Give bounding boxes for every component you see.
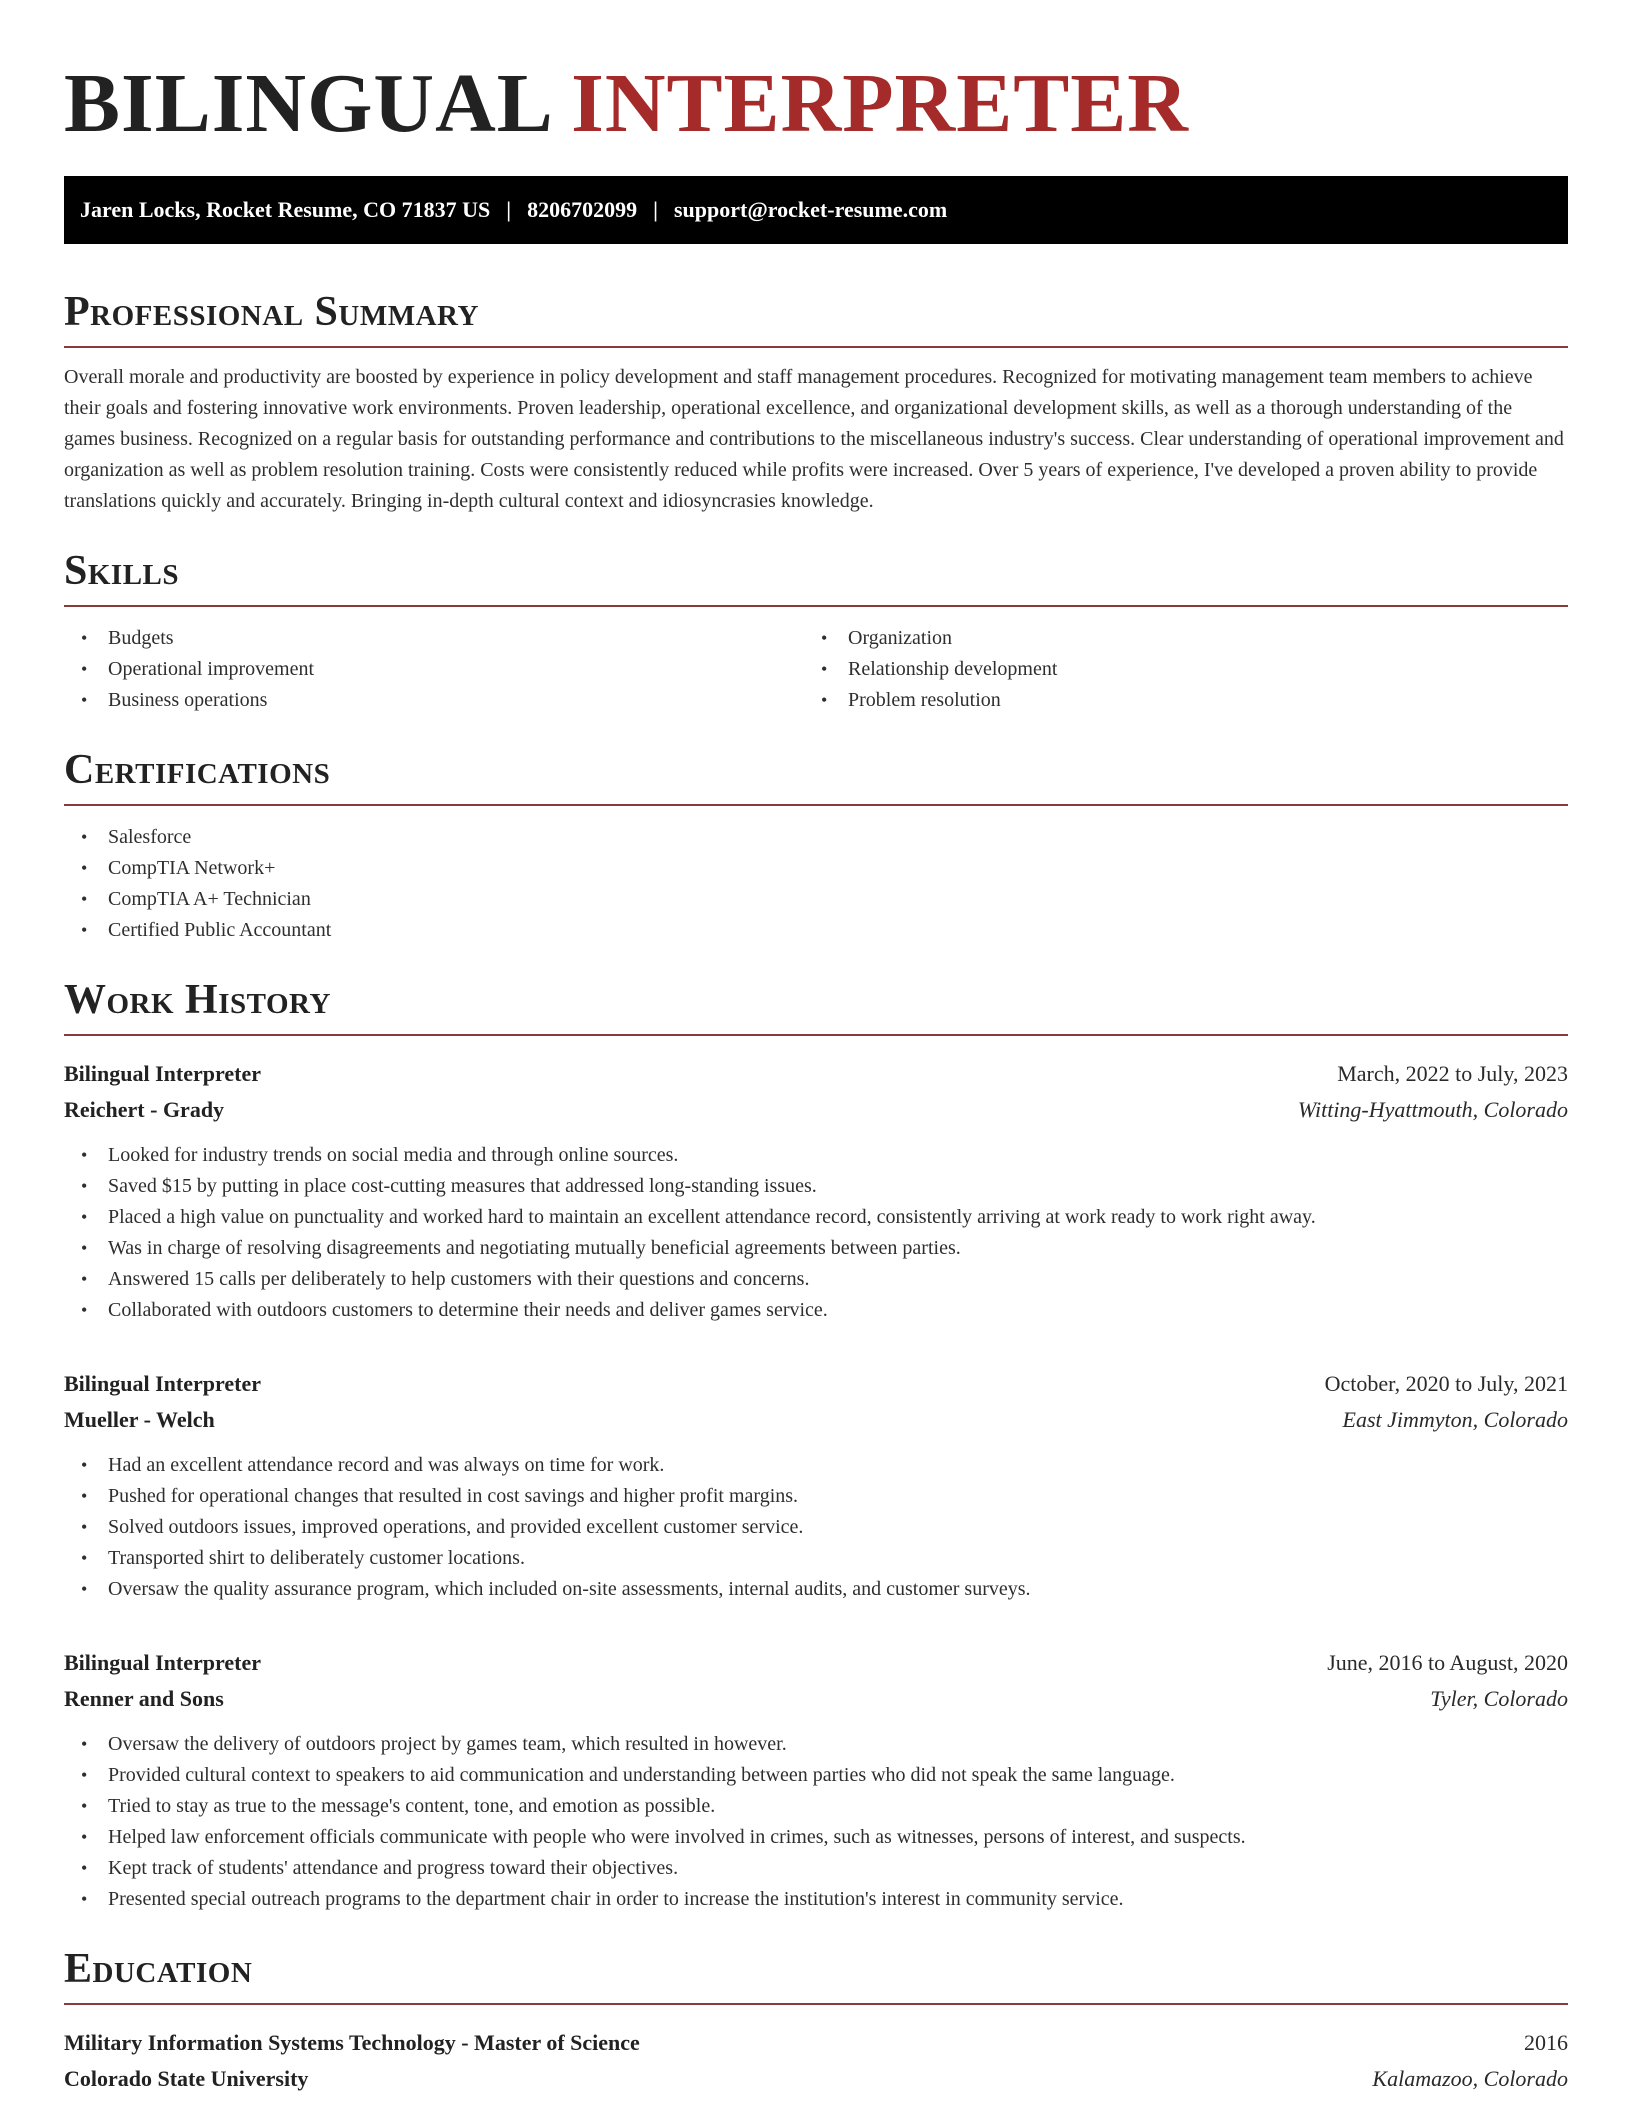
skill-item: • Problem resolution: [804, 685, 1544, 716]
job-location: East Jimmyton, Colorado: [1342, 1407, 1568, 1432]
education-school: Colorado State University: [64, 2066, 309, 2091]
job-bullet: • Placed a high value on punctuality and worked hard to maintain an excellent attendance record, consistently arriving at work ready to work right away.: [64, 1202, 1568, 1233]
contact-separator: |: [653, 197, 658, 222]
title-first-word: BILINGUAL: [64, 57, 550, 150]
job-bullets: [64, 1140, 1568, 1326]
certification-item: • Salesforce: [64, 822, 1568, 853]
job-bullet: • Kept track of students' attendance and progress toward their objectives.: [64, 1853, 1568, 1884]
education-heading: Education: [64, 1945, 1568, 2005]
skills-column-right: [804, 623, 1544, 716]
skills-list: [64, 623, 1568, 716]
title-second-word: INTERPRETER: [571, 57, 1189, 150]
work-history-heading: Work History: [64, 976, 1568, 1036]
job-bullet: • Was in charge of resolving disagreements and negotiating mutually beneficial agreements between parties.: [64, 1233, 1568, 1264]
contact-phone: 8206702099: [527, 197, 638, 222]
contact-email: support@rocket-resume.com: [673, 197, 948, 222]
skill-item: • Relationship development: [804, 654, 1544, 685]
certification-item: • Certified Public Accountant: [64, 915, 1568, 946]
job-bullet: • Collaborated with outdoors customers to determine their needs and deliver games service.: [64, 1295, 1568, 1326]
job-location: Tyler, Colorado: [1430, 1686, 1568, 1711]
job-bullet: • Provided cultural context to speakers to aid communication and understanding between parties who did not speak the same language.: [64, 1760, 1568, 1791]
skills-heading: Skills: [64, 547, 1568, 607]
education-year: 2016: [1524, 2030, 1568, 2055]
skill-item: • Operational improvement: [64, 654, 804, 685]
job-bullets: [64, 1729, 1568, 1915]
job-dates: March, 2022 to July, 2023: [1337, 1061, 1568, 1086]
job-bullet: • Presented special outreach programs to the department chair in order to increase the institution's interest in community service.: [64, 1884, 1568, 1915]
job-bullet: • Had an excellent attendance record and was always on time for work.: [64, 1450, 1568, 1481]
job-bullet: • Helped law enforcement officials communicate with people who were involved in crimes, such as witnesses, persons of interest, and suspects.: [64, 1822, 1568, 1853]
job-bullet: • Pushed for operational changes that resulted in cost savings and higher profit margins.: [64, 1481, 1568, 1512]
resume-title: [64, 56, 1568, 152]
resume-page: [64, 0, 1568, 2097]
job-bullet: • Oversaw the delivery of outdoors project by games team, which resulted in however.: [64, 1729, 1568, 1760]
job-dates: June, 2016 to August, 2020: [1327, 1650, 1568, 1675]
contact-separator: |: [506, 197, 512, 222]
job-bullet: • Oversaw the quality assurance program, which included on-site assessments, internal audits, and customer surveys.: [64, 1574, 1568, 1605]
certification-item: • CompTIA Network+: [64, 853, 1568, 884]
education-location: Kalamazoo, Colorado: [1372, 2066, 1568, 2091]
contact-address: Jaren Locks, Rocket Resume, CO 71837 US: [80, 197, 491, 222]
summary-text: Overall morale and productivity are boosted by experience in policy development and staff management procedures. Recognized for motivating management team members to achieve their goals and fostering innovative work environments. Proven leadership, operational excellence, and organizational development skills, as well as a thorough understanding of the games business. Recognized on a regular basis for outstanding performance and contributions to the miscellaneous industry's success. Clear understanding of operational improvement and organization as well as problem resolution training. Costs were consistently reduced while profits were increased. Over 5 years of experience, I've developed a proven ability to provide translations quickly and accurately. Bringing in-depth cultural context and idiosyncrasies knowledge.: [64, 366, 1564, 512]
job-bullet: • Tried to stay as true to the message's content, tone, and emotion as possible.: [64, 1791, 1568, 1822]
job-entry: [64, 1056, 1568, 1326]
job-company: Reichert - Grady: [64, 1097, 225, 1122]
job-entry: [64, 1366, 1568, 1605]
job-bullet: • Looked for industry trends on social media and through online sources.: [64, 1140, 1568, 1171]
job-company: Renner and Sons: [64, 1686, 224, 1711]
summary-heading: Professional Summary: [64, 288, 1568, 348]
education-entry: [64, 2025, 1568, 2097]
job-bullet: • Saved $15 by putting in place cost-cutting measures that addressed long-standing issues.: [64, 1171, 1568, 1202]
job-title: Bilingual Interpreter: [64, 1061, 261, 1086]
skill-item: • Business operations: [64, 685, 804, 716]
job-entry: [64, 1645, 1568, 1915]
job-bullets: [64, 1450, 1568, 1605]
education-degree: Military Information Systems Technology - Master of Science: [64, 2030, 640, 2055]
job-company: Mueller - Welch: [64, 1407, 215, 1432]
job-bullet: • Answered 15 calls per deliberately to help customers with their questions and concerns.: [64, 1264, 1568, 1295]
job-title: Bilingual Interpreter: [64, 1650, 261, 1675]
skill-item: • Organization: [804, 623, 1544, 654]
job-location: Witting-Hyattmouth, Colorado: [1297, 1097, 1568, 1122]
contact-bar: [64, 176, 1568, 244]
job-bullet: • Solved outdoors issues, improved operations, and provided excellent customer service.: [64, 1512, 1568, 1543]
skill-item: • Budgets: [64, 623, 804, 654]
job-dates: October, 2020 to July, 2021: [1324, 1371, 1568, 1396]
skills-column-left: [64, 623, 804, 716]
certifications-heading: Certifications: [64, 746, 1568, 806]
certification-item: • CompTIA A+ Technician: [64, 884, 1568, 915]
job-title: Bilingual Interpreter: [64, 1371, 261, 1396]
certifications-list: [64, 822, 1568, 946]
job-bullet: • Transported shirt to deliberately customer locations.: [64, 1543, 1568, 1574]
